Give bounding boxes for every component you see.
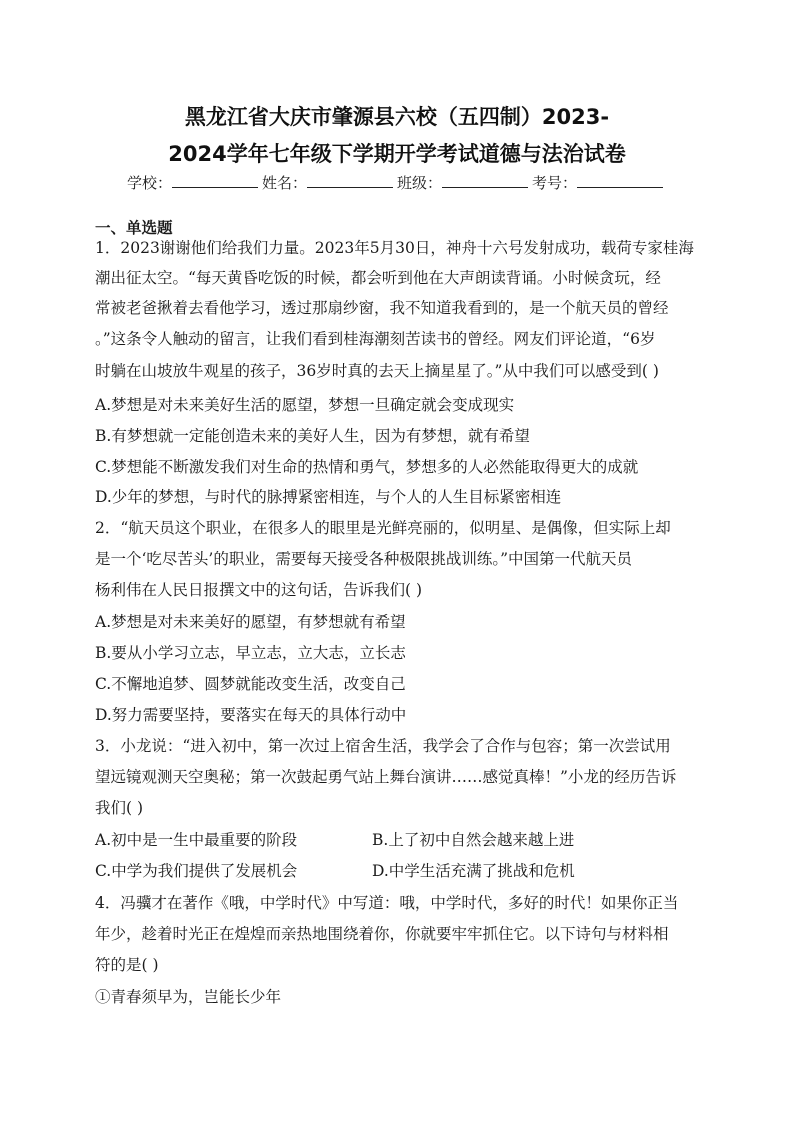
exam-number-blank bbox=[577, 173, 663, 188]
question-1-option-d: D.少年的梦想，与时代的脉搏紧密相连，与个人的人生目标紧密相连 bbox=[95, 488, 562, 506]
school-blank bbox=[172, 173, 258, 188]
question-4-option-1: ①青春须早为，岂能长少年 bbox=[95, 988, 282, 1006]
question-1-option-b: B.有梦想就一定能创造未来的美好人生，因为有梦想，就有希望 bbox=[95, 427, 530, 445]
section-heading: 一、单选题 bbox=[95, 219, 173, 237]
name-label: 姓名： bbox=[261, 174, 307, 192]
question-1-option-c: C.梦想能不断激发我们对生命的热情和勇气，梦想多的人必然能取得更大的成就 bbox=[95, 458, 639, 476]
question-1-stem-line: 常被老爸揪着去看他学习，透过那扇纱窗，我不知道我看到的，是一个航天员的曾经 bbox=[95, 299, 669, 317]
question-2-stem-line: 是一个‘吃尽苦头’的职业，需要每天接受各种极限挑战训练。”中国第一代航天员 bbox=[95, 550, 633, 568]
question-3-stem-line: 望远镜观测天空奥秘；第一次鼓起勇气站上舞台演讲……感觉真棒！”小龙的经历告诉 bbox=[95, 768, 677, 786]
exam-number-label: 考号： bbox=[532, 174, 578, 192]
question-2-option-d: D.努力需要坚持，要落实在每天的具体行动中 bbox=[95, 706, 407, 724]
question-3-option-a: A.初中是一生中最重要的阶段 bbox=[95, 831, 298, 849]
student-info-row bbox=[0, 172, 794, 193]
question-1-stem-line: 1．2023谢谢他们给我们力量。2023年5月30日，神舟十六号发射成功，载荷专家桂海 bbox=[95, 239, 694, 257]
question-4-stem-line: 年少，趁着时光正在煌煌而亲热地围绕着你，你就要牢牢抓住它。以下诗句与材料相 bbox=[95, 925, 669, 943]
question-2-option-c: C.不懈地追梦、圆梦就能改变生活，改变自己 bbox=[95, 675, 406, 693]
school-label: 学校： bbox=[126, 174, 172, 192]
question-1-stem-line: 。”这条令人触动的留言，让我们看到桂海潮刻苦读书的曾经。网友们评论道，“6岁 bbox=[95, 330, 656, 348]
question-2-option-b: B.要从小学习立志，早立志，立大志，立长志 bbox=[95, 644, 406, 662]
class-blank bbox=[442, 173, 528, 188]
question-3-stem-line: 3．小龙说：“进入初中，第一次过上宿舍生活，我学会了合作与包容；第一次尝试用 bbox=[95, 737, 671, 755]
question-3-option-d: D.中学生活充满了挑战和危机 bbox=[372, 862, 575, 880]
name-blank bbox=[307, 173, 393, 188]
question-1-stem-line: 时躺在山坡放牛观星的孩子，36岁时真的去天上摘星星了。”从中我们可以感受到( ) bbox=[95, 362, 659, 380]
question-2-stem-line: 2．“航天员这个职业，在很多人的眼里是光鲜亮丽的，似明星、是偶像，但实际上却 bbox=[95, 519, 671, 537]
question-3-option-b: B.上了初中自然会越来越上进 bbox=[372, 831, 575, 849]
question-3-stem-line: 我们( ) bbox=[95, 799, 144, 817]
question-2-stem-line: 杨利伟在人民日报撰文中的这句话，告诉我们( ) bbox=[95, 581, 423, 599]
question-3-option-c: C.中学为我们提供了发展机会 bbox=[95, 862, 298, 880]
exam-title-line-2: 2024学年七年级下学期开学考试道德与法治试卷 bbox=[168, 142, 626, 166]
class-label: 班级： bbox=[397, 174, 443, 192]
question-2-option-a: A.梦想是对未来美好的愿望，有梦想就有希望 bbox=[95, 613, 406, 631]
question-4-stem-line: 4．冯骥才在著作《哦，中学时代》中写道：哦，中学时代，多好的时代！如果你正当 bbox=[95, 894, 679, 912]
question-1-option-a: A.梦想是对未来美好生活的愿望，梦想一旦确定就会变成现实 bbox=[95, 396, 515, 414]
question-4-stem-line: 符的是( ) bbox=[95, 956, 159, 974]
exam-title-line-1: 黑龙江省大庆市肇源县六校（五四制）2023- bbox=[184, 105, 610, 129]
question-1-stem-line: 潮出征太空。“每天黄昏吃饭的时候，都会听到他在大声朗读背诵。小时候贪玩，经 bbox=[95, 269, 661, 287]
